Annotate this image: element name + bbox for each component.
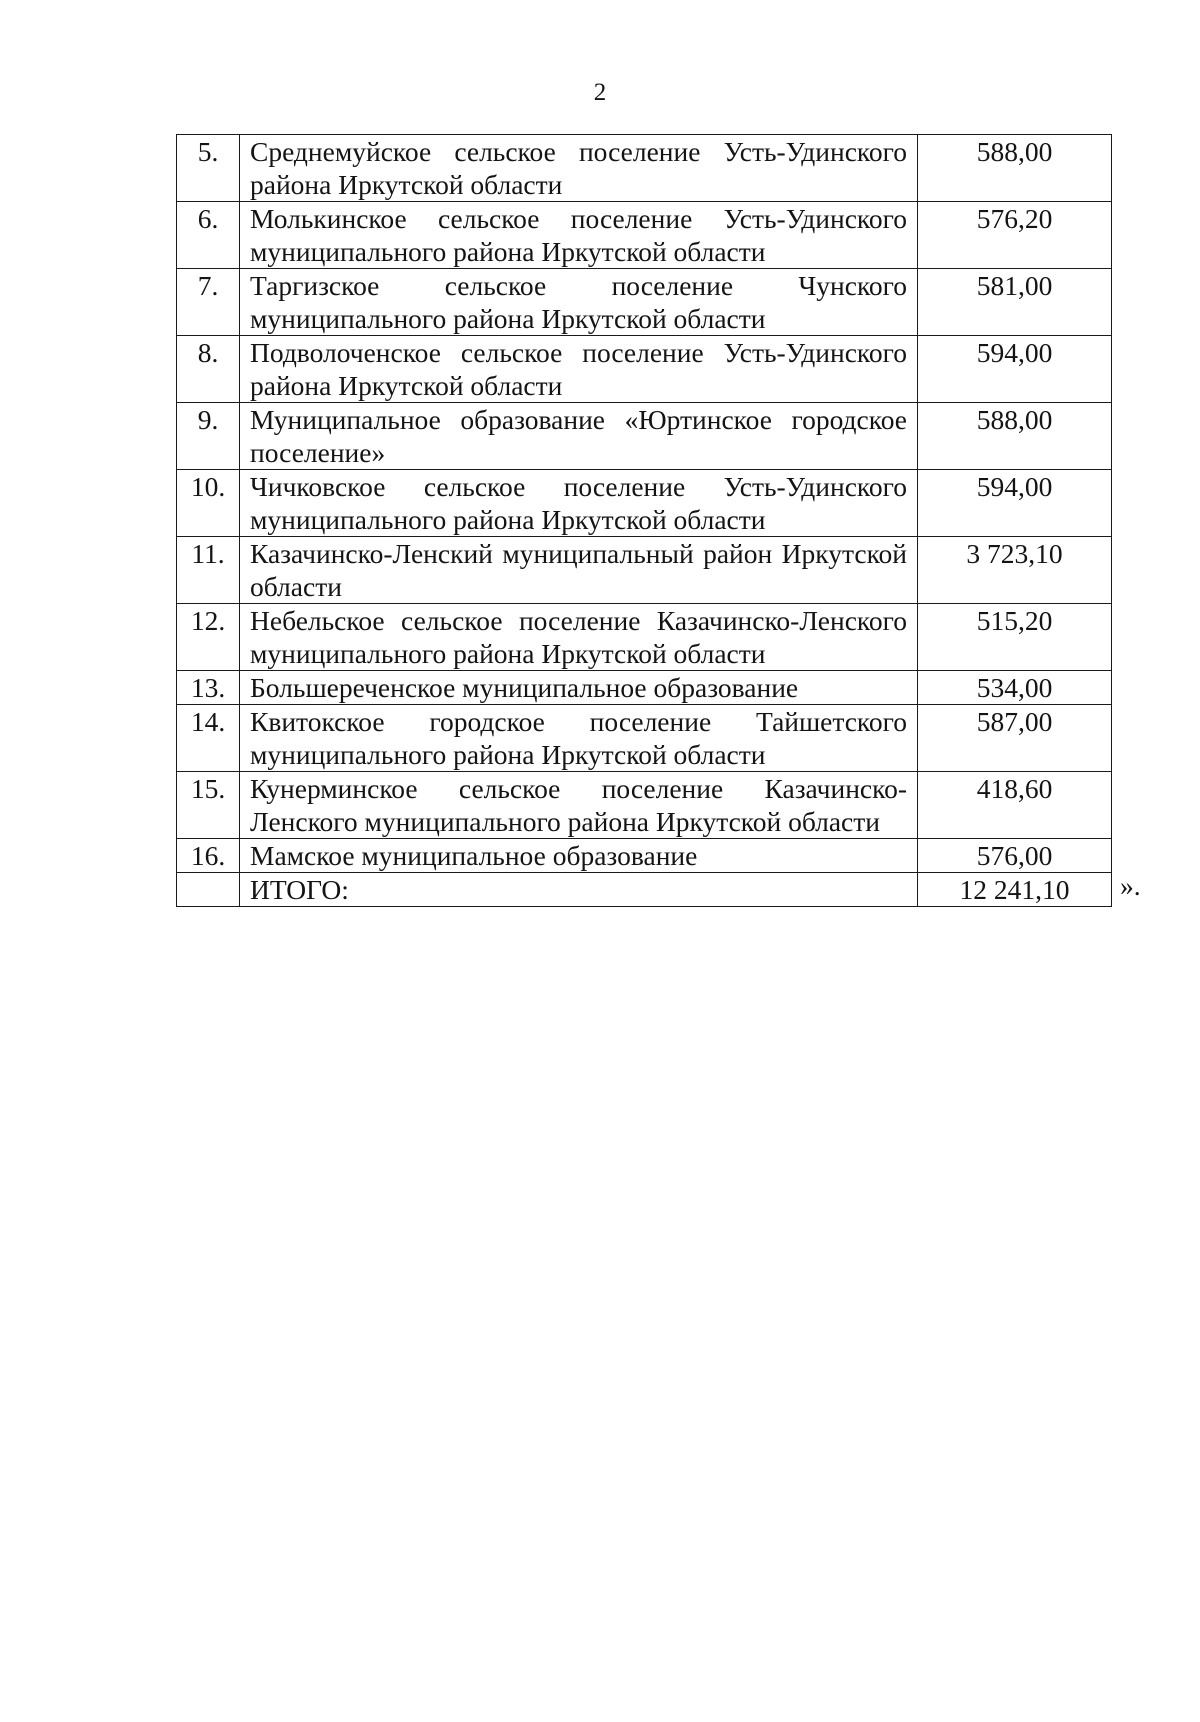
- row-name: Мамское муниципальное образование: [240, 839, 918, 873]
- row-name: Небельское сельское поселение Казачинско-Ленского муниципального района Иркутской области: [240, 604, 918, 671]
- table-row: [177, 135, 1112, 202]
- row-amount: 3 723,10: [918, 537, 1112, 604]
- table-row: [177, 336, 1112, 403]
- table-row: [177, 537, 1112, 604]
- row-amount: 534,00: [918, 671, 1112, 705]
- row-name: Казачинско-Ленский муниципальный район Иркутской области: [240, 537, 918, 604]
- row-number: 6.: [177, 202, 240, 269]
- table-row: [177, 403, 1112, 470]
- row-name: Квитокское городское поселение Тайшетского муниципального района Иркутской области: [240, 705, 918, 772]
- total-row: [177, 873, 1112, 907]
- table-row: [177, 772, 1112, 839]
- row-number: 16.: [177, 839, 240, 873]
- row-number: 14.: [177, 705, 240, 772]
- row-amount: 588,00: [918, 135, 1112, 202]
- row-amount: 418,60: [918, 772, 1112, 839]
- table-row: [177, 705, 1112, 772]
- table-row: [177, 839, 1112, 873]
- row-amount: 594,00: [918, 470, 1112, 537]
- total-number: [177, 873, 240, 907]
- row-number: 11.: [177, 537, 240, 604]
- row-name: Таргизское сельское поселение Чунского муниципального района Иркутской области: [240, 269, 918, 336]
- closing-quote: ».: [1120, 870, 1141, 901]
- row-number: 13.: [177, 671, 240, 705]
- row-number: 10.: [177, 470, 240, 537]
- page-number: 2: [593, 79, 607, 106]
- table-row: [177, 604, 1112, 671]
- row-number: 15.: [177, 772, 240, 839]
- table-row: [177, 470, 1112, 537]
- row-name: Чичковское сельское поселение Усть-Удинского муниципального района Иркутской области: [240, 470, 918, 537]
- table-row: [177, 202, 1112, 269]
- table-row: [177, 671, 1112, 705]
- row-number: 5.: [177, 135, 240, 202]
- row-amount: 515,20: [918, 604, 1112, 671]
- row-number: 9.: [177, 403, 240, 470]
- row-amount: 594,00: [918, 336, 1112, 403]
- row-amount: 576,20: [918, 202, 1112, 269]
- total-amount: 12 241,10: [918, 873, 1112, 907]
- row-amount: 588,00: [918, 403, 1112, 470]
- row-number: 7.: [177, 269, 240, 336]
- row-amount: 587,00: [918, 705, 1112, 772]
- table-row: [177, 269, 1112, 336]
- row-name: Среднемуйское сельское поселение Усть-Удинского района Иркутской области: [240, 135, 918, 202]
- row-amount: 576,00: [918, 839, 1112, 873]
- row-name: Подволоченское сельское поселение Усть-Удинского района Иркутской области: [240, 336, 918, 403]
- row-name: Муниципальное образование «Юртинское городское поселение»: [240, 403, 918, 470]
- row-number: 12.: [177, 604, 240, 671]
- total-label: ИТОГО:: [240, 873, 918, 907]
- row-number: 8.: [177, 336, 240, 403]
- allocation-table: [176, 134, 1112, 907]
- row-name: Большереченское муниципальное образование: [240, 671, 918, 705]
- row-name: Кунерминское сельское поселение Казачинско-Ленского муниципального района Иркутской области: [240, 772, 918, 839]
- row-amount: 581,00: [918, 269, 1112, 336]
- row-name: Молькинское сельское поселение Усть-Удинского муниципального района Иркутской области: [240, 202, 918, 269]
